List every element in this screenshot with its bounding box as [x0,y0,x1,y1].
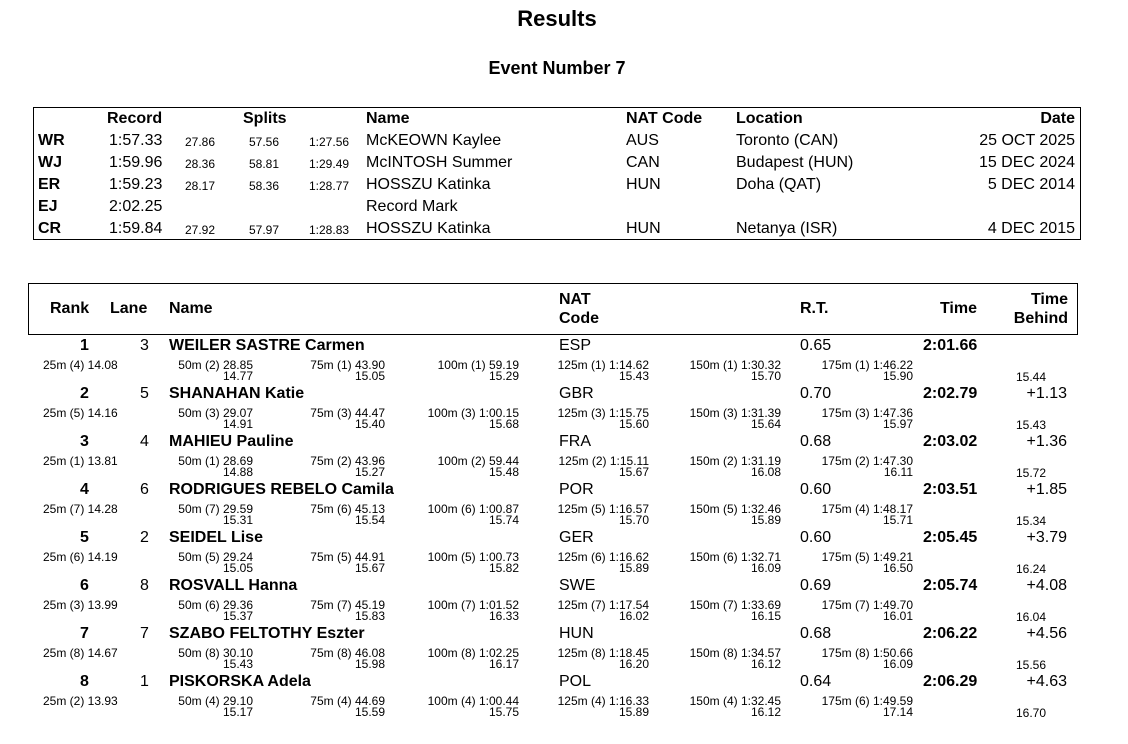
record-code: WR [38,132,65,149]
split-lap: 15.31 [222,513,253,527]
split-cumulative: 75m (2) 43.96 [310,454,385,468]
split-lap: 16.50 [882,561,913,575]
split-lap: 15.43 [222,657,253,671]
split-lap: 16.12 [750,657,781,671]
result-row [0,624,1128,672]
split-last-lap: 15.44 [1016,370,1047,384]
split-cell [783,694,913,722]
records-table [33,107,1081,240]
record-location: Budapest (HUN) [736,154,854,171]
split-cumulative: 75m (4) 44.69 [310,694,385,708]
split-lap: 15.83 [354,609,385,623]
result-lane: 4 [140,433,149,450]
split-cumulative: 50m (5) 29.24 [178,550,253,564]
split-lap: 15.05 [354,369,385,383]
record-time: 1:59.96 [109,154,163,171]
split-cumulative: 175m (2) 1:47.30 [821,454,913,468]
final-time: 2:03.51 [923,481,978,498]
record-date: 15 DEC 2024 [978,154,1075,171]
split-lap: 15.54 [354,513,385,527]
final-time: 2:06.22 [923,625,978,642]
split-lap: 14.77 [222,369,253,383]
result-rank: 8 [80,673,89,690]
split-cell [123,694,253,722]
result-nat: SWE [559,577,596,594]
split-25m: 25m (2) 13.93 [43,694,118,708]
result-row [0,384,1128,432]
split-cell [519,598,649,626]
split-cumulative: 125m (8) 1:18.45 [557,646,649,660]
split-25m: 25m (3) 13.99 [43,598,118,612]
result-nat: POL [559,673,592,690]
split-cell [389,406,519,434]
split-lap: 15.82 [488,561,519,575]
result-lane: 5 [140,385,149,402]
final-time: 2:05.74 [923,577,978,594]
split-cumulative: 150m (6) 1:32.71 [689,550,781,564]
reaction-time: 0.68 [800,625,832,642]
swimmer-name: RODRIGUES REBELO Camila [169,481,394,498]
reaction-time: 0.64 [800,673,832,690]
result-row [0,432,1128,480]
split-cell [783,550,913,578]
split-last-lap: 15.56 [1016,658,1047,672]
split-cell [255,454,385,482]
split-cumulative: 100m (8) 1:02.25 [427,646,519,660]
result-rank: 7 [80,625,89,642]
split-25m: 25m (5) 14.16 [43,406,118,420]
time-behind: +1.85 [1026,481,1067,498]
split-cumulative: 50m (7) 29.59 [178,502,253,516]
result-lane: 7 [140,625,149,642]
results-header-time-behind-2: Behind [1013,310,1068,327]
record-split-3: 1:29.49 [309,157,350,171]
record-split-3: 1:28.83 [309,223,350,237]
reaction-time: 0.65 [800,337,832,354]
time-behind: +4.08 [1026,577,1067,594]
split-lap: 16.11 [883,465,913,479]
split-cumulative: 100m (2) 59.44 [437,454,519,468]
split-lap: 16.20 [618,657,649,671]
final-time: 2:03.02 [923,433,978,450]
results-header-rank: Rank [50,300,90,317]
split-cell [123,550,253,578]
split-cell [783,502,913,530]
split-cell [123,646,253,674]
record-row [34,176,1080,198]
swimmer-name: WEILER SASTRE Carmen [169,337,365,354]
record-nat: HUN [626,220,661,237]
split-cumulative: 175m (5) 1:49.21 [821,550,913,564]
record-time: 1:59.84 [109,220,163,237]
results-header-name: Name [169,300,213,317]
record-location: Toronto (CAN) [736,132,839,149]
split-lap: 16.09 [882,657,913,671]
result-lane: 3 [140,337,149,354]
split-cell [783,598,913,626]
split-lap: 15.60 [618,417,649,431]
split-lap: 15.05 [222,561,253,575]
record-holder-name: McKEOWN Kaylee [366,132,502,149]
results-header-nat: NAT [559,291,591,308]
record-row [34,154,1080,176]
result-nat: ESP [559,337,592,354]
split-cell [651,358,781,386]
split-cumulative: 125m (3) 1:15.75 [557,406,649,420]
record-nat: CAN [626,154,660,171]
split-lap: 15.89 [750,513,781,527]
results-header-rt: R.T. [800,300,829,317]
split-lap: 15.67 [354,561,385,575]
time-behind: +1.13 [1026,385,1067,402]
split-lap: 14.88 [222,465,253,479]
final-time: 2:01.66 [923,337,978,354]
split-lap: 15.67 [618,465,649,479]
split-cumulative: 125m (1) 1:14.62 [557,358,649,372]
record-row [34,132,1080,154]
result-nat: HUN [559,625,594,642]
record-split-1: 27.92 [185,223,216,237]
split-cumulative: 150m (1) 1:30.32 [689,358,781,372]
record-split-2: 57.56 [249,135,280,149]
split-cumulative: 75m (5) 44.91 [310,550,385,564]
time-behind: +4.56 [1026,625,1067,642]
split-lap: 14.91 [222,417,253,431]
reaction-time: 0.60 [800,529,832,546]
split-cumulative: 150m (8) 1:34.57 [689,646,781,660]
split-cumulative: 75m (7) 45.19 [310,598,385,612]
split-lap: 16.09 [750,561,781,575]
split-cell [389,358,519,386]
reaction-time: 0.69 [800,577,832,594]
split-lap: 15.89 [618,705,649,719]
split-lap: 15.43 [618,369,649,383]
split-cell [389,550,519,578]
split-cell [123,502,253,530]
split-cell [651,454,781,482]
split-cumulative: 50m (6) 29.36 [178,598,253,612]
time-behind: +4.63 [1026,673,1067,690]
split-cell [651,502,781,530]
record-time: 1:59.23 [109,176,163,193]
result-lane: 6 [140,481,149,498]
records-header-name: Name [366,110,410,127]
reaction-time: 0.70 [800,385,832,402]
split-lap: 15.64 [750,417,781,431]
split-cell [255,358,385,386]
result-lane: 1 [140,673,149,690]
split-lap: 16.01 [882,609,913,623]
split-cell [651,550,781,578]
split-cumulative: 50m (4) 29.10 [178,694,253,708]
split-cell [123,598,253,626]
split-lap: 17.14 [882,705,913,719]
split-cell [519,502,649,530]
split-lap: 15.71 [882,513,913,527]
split-lap: 15.97 [882,417,913,431]
record-date: 5 DEC 2014 [987,176,1075,193]
split-cell [651,694,781,722]
split-cumulative: 75m (8) 46.08 [310,646,385,660]
result-nat: POR [559,481,594,498]
split-lap: 16.17 [488,657,519,671]
record-row [34,198,1080,220]
split-last-lap: 15.72 [1016,466,1047,480]
split-cell [783,358,913,386]
split-lap: 15.40 [354,417,385,431]
split-lap: 15.89 [618,561,649,575]
reaction-time: 0.60 [800,481,832,498]
record-split-3: 1:28.77 [309,179,350,193]
final-time: 2:02.79 [923,385,978,402]
records-header-splits: Splits [243,110,287,127]
result-row [0,528,1128,576]
record-split-1: 28.36 [185,157,216,171]
split-cell [519,694,649,722]
split-lap: 15.37 [222,609,253,623]
results-header-lane: Lane [110,300,148,317]
record-split-3: 1:27.56 [309,135,350,149]
split-cumulative: 100m (3) 1:00.15 [427,406,519,420]
result-rank: 3 [80,433,89,450]
split-cell [389,454,519,482]
result-nat: GER [559,529,594,546]
split-cumulative: 100m (4) 1:00.44 [427,694,519,708]
split-lap: 16.08 [750,465,781,479]
result-nat: FRA [559,433,591,450]
split-cell [519,550,649,578]
split-cumulative: 100m (7) 1:01.52 [427,598,519,612]
record-code: CR [38,220,62,237]
result-rank: 4 [80,481,89,498]
split-cumulative: 150m (2) 1:31.19 [689,454,781,468]
records-header-record: Record [107,110,163,127]
swimmer-name: SZABO FELTOTHY Eszter [169,625,365,642]
records-header-date: Date [1040,110,1075,127]
split-cell [389,502,519,530]
result-lane: 8 [140,577,149,594]
split-lap: 16.02 [618,609,649,623]
split-cumulative: 125m (4) 1:16.33 [557,694,649,708]
record-row [34,220,1080,242]
split-cell [783,406,913,434]
split-cumulative: 150m (7) 1:33.69 [689,598,781,612]
split-cumulative: 75m (6) 45.13 [310,502,385,516]
split-lap: 15.59 [354,705,385,719]
split-cumulative: 125m (5) 1:16.57 [557,502,649,516]
result-nat: GBR [559,385,594,402]
result-rank: 1 [80,337,89,354]
record-holder-name: HOSSZU Katinka [366,220,491,237]
record-time: 2:02.25 [109,198,163,215]
record-time: 1:57.33 [109,132,163,149]
page-title: Results [517,6,597,31]
split-cumulative: 175m (7) 1:49.70 [821,598,913,612]
split-cumulative: 50m (1) 28.69 [178,454,253,468]
swimmer-name: ROSVALL Hanna [169,577,298,594]
records-header-nat: NAT Code [626,110,703,127]
results-header-time-behind-1: Time [1030,291,1068,308]
split-last-lap: 15.43 [1016,418,1047,432]
record-nat: AUS [626,132,659,149]
swimmer-name: SEIDEL Lise [169,529,263,546]
results-header-time: Time [939,300,977,317]
reaction-time: 0.68 [800,433,832,450]
split-lap: 15.70 [618,513,649,527]
split-cumulative: 100m (5) 1:00.73 [427,550,519,564]
record-location: Doha (QAT) [736,176,822,193]
split-cell [519,406,649,434]
split-cell [389,646,519,674]
record-code: WJ [38,154,62,171]
split-cell [519,646,649,674]
split-lap: 15.70 [750,369,781,383]
record-code: ER [38,176,61,193]
record-split-2: 58.36 [249,179,280,193]
swimmer-name: PISKORSKA Adela [169,673,311,690]
split-cumulative: 100m (1) 59.19 [437,358,519,372]
split-lap: 15.68 [488,417,519,431]
result-row [0,672,1128,720]
record-split-2: 58.81 [249,157,280,171]
split-last-lap: 16.24 [1016,562,1047,576]
split-25m: 25m (4) 14.08 [43,358,118,372]
split-cumulative: 50m (3) 29.07 [178,406,253,420]
split-cumulative: 100m (6) 1:00.87 [427,502,519,516]
split-cumulative: 50m (2) 28.85 [178,358,253,372]
split-last-lap: 16.70 [1016,706,1047,720]
split-cell [255,502,385,530]
record-split-2: 57.97 [249,223,280,237]
split-cumulative: 75m (3) 44.47 [310,406,385,420]
split-25m: 25m (6) 14.19 [43,550,118,564]
record-date: 25 OCT 2025 [979,132,1075,149]
split-cell [389,598,519,626]
split-cumulative: 50m (8) 30.10 [178,646,253,660]
split-lap: 15.74 [488,513,519,527]
split-cell [519,454,649,482]
split-cell [123,454,253,482]
split-cell [651,646,781,674]
split-cumulative: 175m (6) 1:49.59 [821,694,913,708]
split-last-lap: 15.34 [1016,514,1047,528]
final-time: 2:05.45 [923,529,978,546]
record-split-1: 28.17 [185,179,216,193]
split-cumulative: 175m (4) 1:48.17 [821,502,913,516]
split-25m: 25m (7) 14.28 [43,502,118,516]
split-lap: 15.48 [488,465,519,479]
swimmer-name: SHANAHAN Katie [169,385,305,402]
result-row [0,336,1128,384]
result-rank: 6 [80,577,89,594]
split-cell [255,646,385,674]
record-holder-name: Record Mark [366,198,458,215]
split-cell [783,454,913,482]
split-cell [123,406,253,434]
split-cell [255,406,385,434]
record-holder-name: HOSSZU Katinka [366,176,491,193]
record-holder-name: McINTOSH Summer [366,154,513,171]
split-cell [519,358,649,386]
split-cumulative: 150m (4) 1:32.45 [689,694,781,708]
split-cumulative: 150m (3) 1:31.39 [689,406,781,420]
split-lap: 15.29 [488,369,519,383]
split-cumulative: 75m (1) 43.90 [310,358,385,372]
record-code: EJ [38,198,58,215]
result-rank: 5 [80,529,89,546]
split-cell [651,598,781,626]
results-header [28,283,1078,335]
record-split-1: 27.86 [185,135,216,149]
split-cumulative: 175m (8) 1:50.66 [821,646,913,660]
split-cell [123,358,253,386]
time-behind: +1.36 [1026,433,1067,450]
final-time: 2:06.29 [923,673,978,690]
split-cell [651,406,781,434]
split-last-lap: 16.04 [1016,610,1047,624]
record-date: 4 DEC 2015 [987,220,1075,237]
split-cell [255,550,385,578]
record-location: Netanya (ISR) [736,220,838,237]
split-cell [255,694,385,722]
split-cell [255,598,385,626]
split-25m: 25m (8) 14.67 [43,646,118,660]
swimmer-name: MAHIEU Pauline [169,433,294,450]
split-cell [389,694,519,722]
time-behind: +3.79 [1026,529,1067,546]
split-25m: 25m (1) 13.81 [43,454,118,468]
split-lap: 16.15 [750,609,781,623]
records-header-location: Location [736,110,803,127]
split-lap: 15.90 [882,369,913,383]
results-header-code: Code [559,310,599,327]
split-lap: 15.75 [488,705,519,719]
record-nat: HUN [626,176,661,193]
split-lap: 15.27 [354,465,385,479]
split-cumulative: 125m (2) 1:15.11 [558,454,649,468]
event-title: Event Number 7 [488,58,626,78]
split-cumulative: 150m (5) 1:32.46 [689,502,781,516]
split-lap: 16.33 [488,609,519,623]
split-lap: 15.17 [222,705,253,719]
split-cumulative: 175m (3) 1:47.36 [821,406,913,420]
split-cumulative: 125m (7) 1:17.54 [557,598,649,612]
split-lap: 16.12 [750,705,781,719]
result-rank: 2 [80,385,89,402]
split-lap: 15.98 [354,657,385,671]
split-cell [783,646,913,674]
split-cumulative: 175m (1) 1:46.22 [821,358,913,372]
split-cumulative: 125m (6) 1:16.62 [557,550,649,564]
result-lane: 2 [140,529,149,546]
result-row [0,576,1128,624]
result-row [0,480,1128,528]
